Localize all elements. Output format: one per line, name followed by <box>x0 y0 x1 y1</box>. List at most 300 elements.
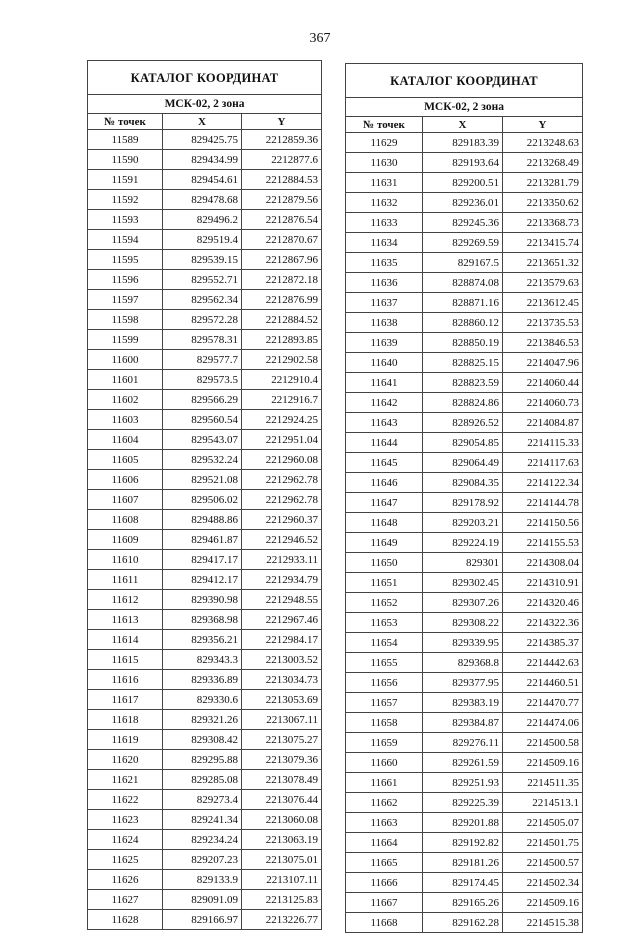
y-coordinate-cell: 2212893.85 <box>242 330 322 350</box>
x-coordinate-cell: 829307.26 <box>423 593 503 613</box>
table-row <box>346 353 583 373</box>
point-number-cell: 11589 <box>88 130 163 150</box>
point-number-cell: 11664 <box>346 833 423 853</box>
point-number-cell: 11599 <box>88 330 163 350</box>
point-number-cell: 11608 <box>88 510 163 530</box>
x-coordinate-cell: 829166.97 <box>163 910 242 930</box>
y-coordinate-cell: 2212867.96 <box>242 250 322 270</box>
point-number-cell: 11649 <box>346 533 423 553</box>
x-coordinate-cell: 829339.95 <box>423 633 503 653</box>
y-coordinate-cell: 2212960.08 <box>242 450 322 470</box>
x-coordinate-cell: 829225.39 <box>423 793 503 813</box>
table-row <box>346 293 583 313</box>
y-coordinate-cell: 2212879.56 <box>242 190 322 210</box>
point-number-cell: 11650 <box>346 553 423 573</box>
point-number-cell: 11628 <box>88 910 163 930</box>
x-coordinate-cell: 829251.93 <box>423 773 503 793</box>
point-number-cell: 11595 <box>88 250 163 270</box>
y-coordinate-cell: 2212962.78 <box>242 490 322 510</box>
x-coordinate-cell: 829478.68 <box>163 190 242 210</box>
y-coordinate-cell: 2214509.16 <box>503 753 583 773</box>
point-number-cell: 11611 <box>88 570 163 590</box>
table-row <box>88 470 322 490</box>
table-row <box>88 890 322 910</box>
x-coordinate-cell: 829200.51 <box>423 173 503 193</box>
x-coordinate-cell: 829054.85 <box>423 433 503 453</box>
point-number-cell: 11668 <box>346 913 423 933</box>
table-row <box>88 530 322 550</box>
table-row <box>346 273 583 293</box>
point-number-cell: 11598 <box>88 310 163 330</box>
point-number-cell: 11665 <box>346 853 423 873</box>
y-coordinate-cell: 2212859.36 <box>242 130 322 150</box>
x-coordinate-cell: 829506.02 <box>163 490 242 510</box>
x-coordinate-cell: 829261.59 <box>423 753 503 773</box>
y-coordinate-cell: 2214115.33 <box>503 433 583 453</box>
x-coordinate-cell: 829165.26 <box>423 893 503 913</box>
y-coordinate-cell: 2214442.63 <box>503 653 583 673</box>
x-coordinate-cell: 829241.34 <box>163 810 242 830</box>
point-number-cell: 11637 <box>346 293 423 313</box>
coordinate-catalog-left <box>87 60 322 930</box>
table-row <box>346 613 583 633</box>
point-number-cell: 11609 <box>88 530 163 550</box>
x-coordinate-cell: 828850.19 <box>423 333 503 353</box>
y-coordinate-cell: 2213226.77 <box>242 910 322 930</box>
table-row <box>88 690 322 710</box>
point-number-cell: 11604 <box>88 430 163 450</box>
y-coordinate-cell: 2213268.49 <box>503 153 583 173</box>
x-coordinate-cell: 829417.17 <box>163 550 242 570</box>
x-coordinate-cell: 829167.5 <box>423 253 503 273</box>
y-coordinate-cell: 2212962.78 <box>242 470 322 490</box>
y-coordinate-cell: 2212876.54 <box>242 210 322 230</box>
table-row <box>346 813 583 833</box>
point-number-cell: 11641 <box>346 373 423 393</box>
x-coordinate-cell: 829091.09 <box>163 890 242 910</box>
point-number-cell: 11636 <box>346 273 423 293</box>
x-coordinate-cell: 828825.15 <box>423 353 503 373</box>
table-row <box>346 693 583 713</box>
y-coordinate-cell: 2212946.52 <box>242 530 322 550</box>
point-number-cell: 11617 <box>88 690 163 710</box>
table-row <box>88 270 322 290</box>
y-coordinate-cell: 2212884.52 <box>242 310 322 330</box>
table-row <box>88 310 322 330</box>
y-coordinate-cell: 2214470.77 <box>503 693 583 713</box>
x-coordinate-cell: 829377.95 <box>423 673 503 693</box>
table-row <box>88 630 322 650</box>
table-row <box>88 670 322 690</box>
table-row <box>346 593 583 613</box>
point-number-cell: 11616 <box>88 670 163 690</box>
point-number-cell: 11610 <box>88 550 163 570</box>
x-coordinate-cell: 829578.31 <box>163 330 242 350</box>
table-row <box>346 893 583 913</box>
point-number-cell: 11663 <box>346 813 423 833</box>
y-coordinate-cell: 2212967.46 <box>242 610 322 630</box>
y-coordinate-cell: 2214310.91 <box>503 573 583 593</box>
point-number-cell: 11662 <box>346 793 423 813</box>
x-coordinate-cell: 828824.86 <box>423 393 503 413</box>
x-coordinate-cell: 829390.98 <box>163 590 242 610</box>
table-row <box>346 913 583 933</box>
y-coordinate-cell: 2214322.36 <box>503 613 583 633</box>
y-coordinate-cell: 2213125.83 <box>242 890 322 910</box>
column-header-x: X <box>423 117 503 133</box>
point-number-cell: 11600 <box>88 350 163 370</box>
catalog-title: КАТАЛОГ КООРДИНАТ <box>88 61 322 95</box>
y-coordinate-cell: 2214144.78 <box>503 493 583 513</box>
y-coordinate-cell: 2214308.04 <box>503 553 583 573</box>
point-number-cell: 11621 <box>88 770 163 790</box>
y-coordinate-cell: 2214474.06 <box>503 713 583 733</box>
table-row <box>88 910 322 930</box>
point-number-cell: 11593 <box>88 210 163 230</box>
point-number-cell: 11633 <box>346 213 423 233</box>
y-coordinate-cell: 2212877.6 <box>242 150 322 170</box>
x-coordinate-cell: 829577.7 <box>163 350 242 370</box>
point-number-cell: 11645 <box>346 453 423 473</box>
table-row <box>88 370 322 390</box>
y-coordinate-cell: 2212910.4 <box>242 370 322 390</box>
table-row <box>346 833 583 853</box>
point-number-cell: 11594 <box>88 230 163 250</box>
y-coordinate-cell: 2212884.53 <box>242 170 322 190</box>
x-coordinate-cell: 829330.6 <box>163 690 242 710</box>
y-coordinate-cell: 2212924.25 <box>242 410 322 430</box>
x-coordinate-cell: 829174.45 <box>423 873 503 893</box>
point-number-cell: 11656 <box>346 673 423 693</box>
x-coordinate-cell: 829162.28 <box>423 913 503 933</box>
table-row <box>88 810 322 830</box>
x-coordinate-cell: 829573.5 <box>163 370 242 390</box>
table-row <box>88 790 322 810</box>
point-number-cell: 11643 <box>346 413 423 433</box>
point-number-cell: 11640 <box>346 353 423 373</box>
point-number-cell: 11655 <box>346 653 423 673</box>
y-coordinate-cell: 2214150.56 <box>503 513 583 533</box>
table-row <box>88 570 322 590</box>
x-coordinate-cell: 829356.21 <box>163 630 242 650</box>
point-number-cell: 11605 <box>88 450 163 470</box>
point-number-cell: 11618 <box>88 710 163 730</box>
point-number-cell: 11606 <box>88 470 163 490</box>
point-number-cell: 11661 <box>346 773 423 793</box>
point-number-cell: 11591 <box>88 170 163 190</box>
x-coordinate-cell: 829543.07 <box>163 430 242 450</box>
table-row <box>346 133 583 153</box>
table-row <box>88 870 322 890</box>
x-coordinate-cell: 829488.86 <box>163 510 242 530</box>
y-coordinate-cell: 2214460.51 <box>503 673 583 693</box>
point-number-cell: 11601 <box>88 370 163 390</box>
y-coordinate-cell: 2212933.11 <box>242 550 322 570</box>
column-header-y: Y <box>503 117 583 133</box>
point-number-cell: 11612 <box>88 590 163 610</box>
x-coordinate-cell: 828874.08 <box>423 273 503 293</box>
table-row <box>346 313 583 333</box>
point-number-cell: 11632 <box>346 193 423 213</box>
x-coordinate-cell: 829336.89 <box>163 670 242 690</box>
point-number-cell: 11622 <box>88 790 163 810</box>
table-row <box>346 553 583 573</box>
x-coordinate-cell: 829301 <box>423 553 503 573</box>
y-coordinate-cell: 2212916.7 <box>242 390 322 410</box>
y-coordinate-cell: 2213003.52 <box>242 650 322 670</box>
table-row <box>346 773 583 793</box>
y-coordinate-cell: 2213368.73 <box>503 213 583 233</box>
table-row <box>346 173 583 193</box>
x-coordinate-cell: 829562.34 <box>163 290 242 310</box>
y-coordinate-cell: 2214060.73 <box>503 393 583 413</box>
x-coordinate-cell: 829207.23 <box>163 850 242 870</box>
y-coordinate-cell: 2213281.79 <box>503 173 583 193</box>
table-row <box>88 250 322 270</box>
point-number-cell: 11642 <box>346 393 423 413</box>
y-coordinate-cell: 2214122.34 <box>503 473 583 493</box>
table-row <box>88 830 322 850</box>
table-row <box>346 653 583 673</box>
x-coordinate-cell: 829245.36 <box>423 213 503 233</box>
x-coordinate-cell: 828860.12 <box>423 313 503 333</box>
y-coordinate-cell: 2214155.53 <box>503 533 583 553</box>
y-coordinate-cell: 2213075.27 <box>242 730 322 750</box>
x-coordinate-cell: 829425.75 <box>163 130 242 150</box>
table-row <box>346 333 583 353</box>
point-number-cell: 11658 <box>346 713 423 733</box>
table-row <box>346 433 583 453</box>
y-coordinate-cell: 2214060.44 <box>503 373 583 393</box>
table-row <box>346 473 583 493</box>
table-row <box>346 213 583 233</box>
y-coordinate-cell: 2214117.63 <box>503 453 583 473</box>
x-coordinate-cell: 829285.08 <box>163 770 242 790</box>
y-coordinate-cell: 2214385.37 <box>503 633 583 653</box>
point-number-cell: 11657 <box>346 693 423 713</box>
x-coordinate-cell: 829269.59 <box>423 233 503 253</box>
point-number-cell: 11648 <box>346 513 423 533</box>
point-number-cell: 11666 <box>346 873 423 893</box>
table-row <box>88 130 322 150</box>
x-coordinate-cell: 829308.42 <box>163 730 242 750</box>
table-row <box>346 493 583 513</box>
y-coordinate-cell: 2212948.55 <box>242 590 322 610</box>
x-coordinate-cell: 829295.88 <box>163 750 242 770</box>
y-coordinate-cell: 2213612.45 <box>503 293 583 313</box>
table-row <box>88 650 322 670</box>
catalog-zone: МСК-02, 2 зона <box>88 95 322 114</box>
column-header-point-number: № точек <box>88 114 163 130</box>
x-coordinate-cell: 829572.28 <box>163 310 242 330</box>
point-number-cell: 11620 <box>88 750 163 770</box>
page-number: 367 <box>309 31 331 46</box>
table-row <box>88 230 322 250</box>
point-number-cell: 11651 <box>346 573 423 593</box>
point-number-cell: 11644 <box>346 433 423 453</box>
x-coordinate-cell: 829521.08 <box>163 470 242 490</box>
y-coordinate-cell: 2214084.87 <box>503 413 583 433</box>
y-coordinate-cell: 2214502.34 <box>503 873 583 893</box>
x-coordinate-cell: 829552.71 <box>163 270 242 290</box>
point-number-cell: 11634 <box>346 233 423 253</box>
x-coordinate-cell: 829532.24 <box>163 450 242 470</box>
point-number-cell: 11626 <box>88 870 163 890</box>
y-coordinate-cell: 2213651.32 <box>503 253 583 273</box>
x-coordinate-cell: 829539.15 <box>163 250 242 270</box>
y-coordinate-cell: 2214500.58 <box>503 733 583 753</box>
x-coordinate-cell: 829192.82 <box>423 833 503 853</box>
table-row <box>88 710 322 730</box>
point-number-cell: 11596 <box>88 270 163 290</box>
x-coordinate-cell: 829454.61 <box>163 170 242 190</box>
table-row <box>88 170 322 190</box>
x-coordinate-cell: 829384.87 <box>423 713 503 733</box>
x-coordinate-cell: 829084.35 <box>423 473 503 493</box>
y-coordinate-cell: 2214513.1 <box>503 793 583 813</box>
point-number-cell: 11613 <box>88 610 163 630</box>
point-number-cell: 11660 <box>346 753 423 773</box>
table-row <box>88 410 322 430</box>
table-row <box>88 190 322 210</box>
x-coordinate-cell: 829434.99 <box>163 150 242 170</box>
table-row <box>346 853 583 873</box>
table-row <box>88 330 322 350</box>
x-coordinate-cell: 829276.11 <box>423 733 503 753</box>
x-coordinate-cell: 829133.9 <box>163 870 242 890</box>
table-row <box>88 730 322 750</box>
x-coordinate-cell: 829321.26 <box>163 710 242 730</box>
point-number-cell: 11615 <box>88 650 163 670</box>
point-number-cell: 11652 <box>346 593 423 613</box>
table-row <box>88 490 322 510</box>
table-row <box>346 633 583 653</box>
table-row <box>88 210 322 230</box>
point-number-cell: 11631 <box>346 173 423 193</box>
y-coordinate-cell: 2212984.17 <box>242 630 322 650</box>
y-coordinate-cell: 2213735.53 <box>503 313 583 333</box>
coordinate-catalog-right <box>345 63 583 933</box>
table-row <box>346 373 583 393</box>
y-coordinate-cell: 2214515.38 <box>503 913 583 933</box>
table-row <box>88 350 322 370</box>
point-number-cell: 11646 <box>346 473 423 493</box>
table-row <box>88 150 322 170</box>
point-number-cell: 11635 <box>346 253 423 273</box>
x-coordinate-cell: 829234.24 <box>163 830 242 850</box>
x-coordinate-cell: 828823.59 <box>423 373 503 393</box>
table-row <box>346 573 583 593</box>
point-number-cell: 11590 <box>88 150 163 170</box>
table-row <box>88 450 322 470</box>
y-coordinate-cell: 2213076.44 <box>242 790 322 810</box>
table-row <box>88 430 322 450</box>
point-number-cell: 11667 <box>346 893 423 913</box>
y-coordinate-cell: 2212870.67 <box>242 230 322 250</box>
table-row <box>346 533 583 553</box>
y-coordinate-cell: 2213415.74 <box>503 233 583 253</box>
y-coordinate-cell: 2214501.75 <box>503 833 583 853</box>
x-coordinate-cell: 829461.87 <box>163 530 242 550</box>
point-number-cell: 11639 <box>346 333 423 353</box>
table-row <box>88 750 322 770</box>
table-row <box>346 193 583 213</box>
y-coordinate-cell: 2212872.18 <box>242 270 322 290</box>
table-row <box>88 850 322 870</box>
x-coordinate-cell: 829496.2 <box>163 210 242 230</box>
y-coordinate-cell: 2212951.04 <box>242 430 322 450</box>
y-coordinate-cell: 2213067.11 <box>242 710 322 730</box>
table-row <box>88 390 322 410</box>
x-coordinate-cell: 829224.19 <box>423 533 503 553</box>
column-header-point-number: № точек <box>346 117 423 133</box>
table-row <box>346 153 583 173</box>
table-row <box>346 413 583 433</box>
x-coordinate-cell: 829412.17 <box>163 570 242 590</box>
y-coordinate-cell: 2213350.62 <box>503 193 583 213</box>
x-coordinate-cell: 829383.19 <box>423 693 503 713</box>
table-row <box>346 873 583 893</box>
point-number-cell: 11619 <box>88 730 163 750</box>
table-row <box>346 233 583 253</box>
x-coordinate-cell: 829368.8 <box>423 653 503 673</box>
point-number-cell: 11623 <box>88 810 163 830</box>
table-row <box>88 590 322 610</box>
x-coordinate-cell: 829368.98 <box>163 610 242 630</box>
y-coordinate-cell: 2213078.49 <box>242 770 322 790</box>
point-number-cell: 11597 <box>88 290 163 310</box>
point-number-cell: 11647 <box>346 493 423 513</box>
y-coordinate-cell: 2214509.16 <box>503 893 583 913</box>
table-row <box>346 673 583 693</box>
point-number-cell: 11625 <box>88 850 163 870</box>
y-coordinate-cell: 2212876.99 <box>242 290 322 310</box>
x-coordinate-cell: 829519.4 <box>163 230 242 250</box>
point-number-cell: 11614 <box>88 630 163 650</box>
x-coordinate-cell: 829566.29 <box>163 390 242 410</box>
point-number-cell: 11630 <box>346 153 423 173</box>
y-coordinate-cell: 2214500.57 <box>503 853 583 873</box>
x-coordinate-cell: 829181.26 <box>423 853 503 873</box>
point-number-cell: 11627 <box>88 890 163 910</box>
y-coordinate-cell: 2213075.01 <box>242 850 322 870</box>
point-number-cell: 11653 <box>346 613 423 633</box>
table-row <box>88 550 322 570</box>
table-row <box>88 770 322 790</box>
x-coordinate-cell: 829178.92 <box>423 493 503 513</box>
x-coordinate-cell: 829183.39 <box>423 133 503 153</box>
x-coordinate-cell: 829064.49 <box>423 453 503 473</box>
y-coordinate-cell: 2212960.37 <box>242 510 322 530</box>
x-coordinate-cell: 829308.22 <box>423 613 503 633</box>
x-coordinate-cell: 829203.21 <box>423 513 503 533</box>
x-coordinate-cell: 829236.01 <box>423 193 503 213</box>
table-row <box>346 713 583 733</box>
y-coordinate-cell: 2214511.35 <box>503 773 583 793</box>
point-number-cell: 11607 <box>88 490 163 510</box>
y-coordinate-cell: 2214320.46 <box>503 593 583 613</box>
x-coordinate-cell: 828926.52 <box>423 413 503 433</box>
column-header-x: X <box>163 114 242 130</box>
table-row <box>346 453 583 473</box>
table-row <box>88 510 322 530</box>
y-coordinate-cell: 2213107.11 <box>242 870 322 890</box>
point-number-cell: 11629 <box>346 133 423 153</box>
y-coordinate-cell: 2213846.53 <box>503 333 583 353</box>
x-coordinate-cell: 829273.4 <box>163 790 242 810</box>
point-number-cell: 11654 <box>346 633 423 653</box>
x-coordinate-cell: 829560.54 <box>163 410 242 430</box>
